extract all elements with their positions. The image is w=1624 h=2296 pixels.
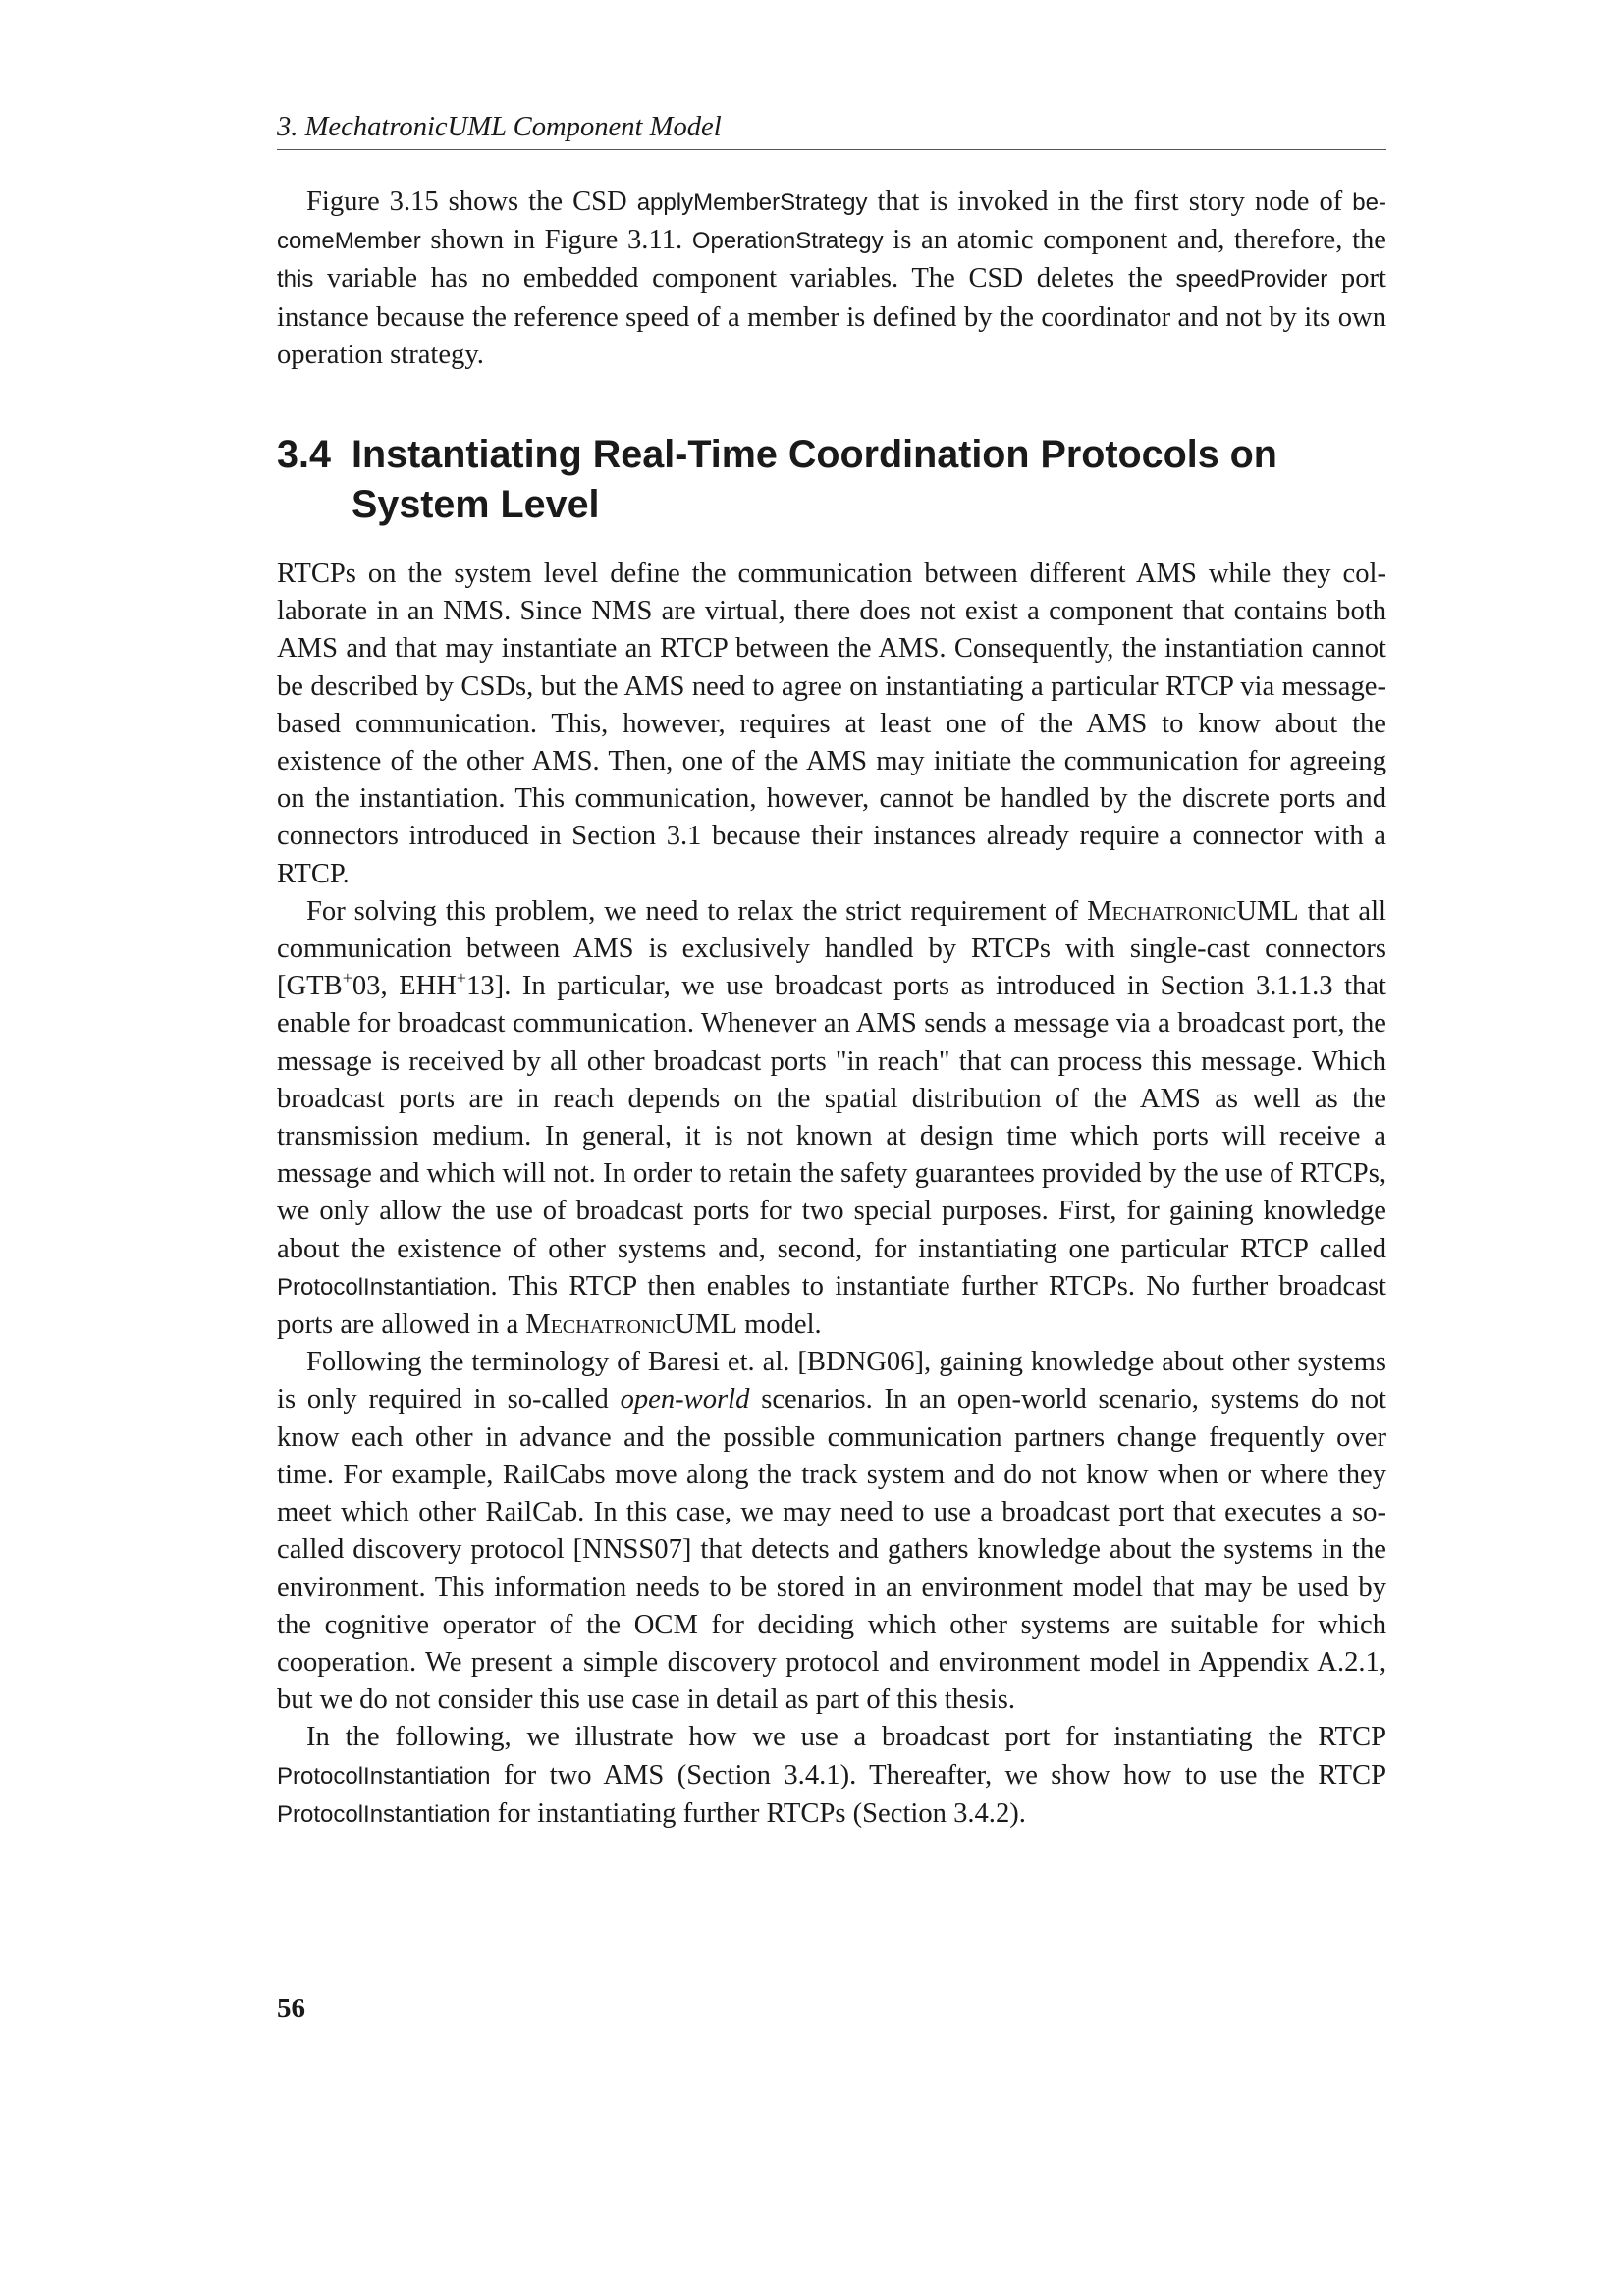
para4-text: Following the terminology of Baresi et. al. [BDNG06], gaining knowledge about other systems is only required in so-called [277, 1347, 1386, 1415]
code-term: becomeMember [277, 189, 1386, 255]
code-term: ProtocolInstantiation [277, 1273, 491, 1301]
para1-text: variable has no embedded component variables. The CSD deletes the [313, 263, 1176, 294]
paragraph-rtcp-intro: RTCPs on the system level define the communication between different AMS while they collaborate in an NMS. Since NMS are virtual, there does not exist a component that contains both AMS and that may instantiate an RTCP between the AMS. Consequently, the instantiation cannot be described by CSDs, but the AMS need to agree on instantiating a particular RTCP via message-based communication. This, however, requires at least one of the AMS to know about the existence of the other AMS. Then, one of the AMS may initiate the communication for agreeing on the instantiation. This communication, however, cannot be handled by the discrete ports and connectors introduced in Section 3.1 because their instances already require a connector with a RTCP. [277, 559, 1386, 889]
para3-text: For solving this problem, we need to relax the strict requirement of [306, 895, 1088, 927]
page-number: 56 [277, 1993, 305, 2024]
superscript: + [456, 968, 467, 988]
code-term: OperationStrategy [691, 228, 884, 255]
para3-text: 03, EHH [352, 971, 457, 1002]
code-term: applyMemberStrategy [636, 189, 868, 216]
para5-text: for two AMS (Section 3.4.1). Thereafter, we show how to use the RTCP [490, 1759, 1386, 1790]
code-term: this [277, 266, 314, 294]
para1-text: that is invoked in the first story node of [867, 187, 1353, 217]
code-term: speedProvider [1175, 266, 1328, 294]
section-heading [277, 430, 1386, 530]
para1-text: shown in Figure 3.11. [420, 225, 692, 256]
para1-text: is an atomic component and, therefore, the [883, 225, 1386, 256]
para3-text: that all communication between AMS is exclusively handled by RTCPs with single-cast connectors [GTB [277, 895, 1386, 1002]
para5-text: In the following, we illustrate how we use a broadcast port for instantiating the RTCP [306, 1722, 1386, 1753]
section-title: Instantiating Real-Time Coordination Protocols on System Level [352, 433, 1277, 527]
paragraph-outline [277, 1719, 1386, 1834]
para1-text: port instance because the reference speed of a member is defined by the coordinator and not by its own operation strategy. [277, 263, 1386, 370]
running-header: 3. MechatronicUML Component Model [277, 110, 1386, 150]
code-term: ProtocolInstantiation [277, 1800, 491, 1828]
paragraph-broadcast-ports [277, 893, 1386, 1344]
paragraph-csd-description [277, 184, 1386, 374]
para3-text: model. [736, 1309, 822, 1341]
para1-text: Figure 3.15 shows the CSD [306, 187, 637, 217]
code-term: ProtocolInstantiation [277, 1762, 491, 1789]
section-number: 3.4 [277, 433, 331, 477]
brand-name: MechatronicUML [1087, 895, 1299, 927]
emphasis: open-world [620, 1384, 750, 1415]
para3-text: . This RTCP then enables to instantiate further RTCPs. No further broadcast ports are allowed in a [277, 1270, 1386, 1341]
para5-text: for instantiating further RTCPs (Section 3.4.2). [490, 1797, 1026, 1829]
superscript: + [342, 968, 352, 988]
para3-text: 13]. In particular, we use broadcast ports as introduced in Section 3.1.1.3 that enable for broadcast communication. Whenever an AMS sends a message via a broadcast port, the message is received by all other broadcast ports "in reach" that can process this message. Which broadcast ports are in reach depends on the spatial distribution of the AMS as well as the transmission medium. In general, it is not known at design time which ports will receive a message and which will not. In order to retain the safety guarantees provided by the use of RTCPs, we only allow the use of broadcast ports for two special purposes. First, for gaining knowledge about the existence of other systems and, second, for instantiating one particular RTCP called [277, 971, 1386, 1264]
para4-text: scenarios. In an open-world scenario, systems do not know each other in advance and the possible communication partners change frequently over time. For example, RailCabs move along the track system and do not know when or where they meet which other RailCab. In this case, we may need to use a broadcast port that executes a so-called discovery protocol [NNSS07] that detects and gathers knowledge about the systems in the environment. This information needs to be stored in an environment model that may be used by the cognitive operator of the OCM for deciding which other systems are suitable for which cooperation. We present a simple discovery protocol and environment model in Appendix A.2.1, but we do not consider this use case in detail as part of this thesis. [277, 1384, 1386, 1716]
page-body [277, 110, 1386, 1834]
brand-name: MechatronicUML [525, 1309, 737, 1341]
paragraph-open-world [277, 1344, 1386, 1719]
